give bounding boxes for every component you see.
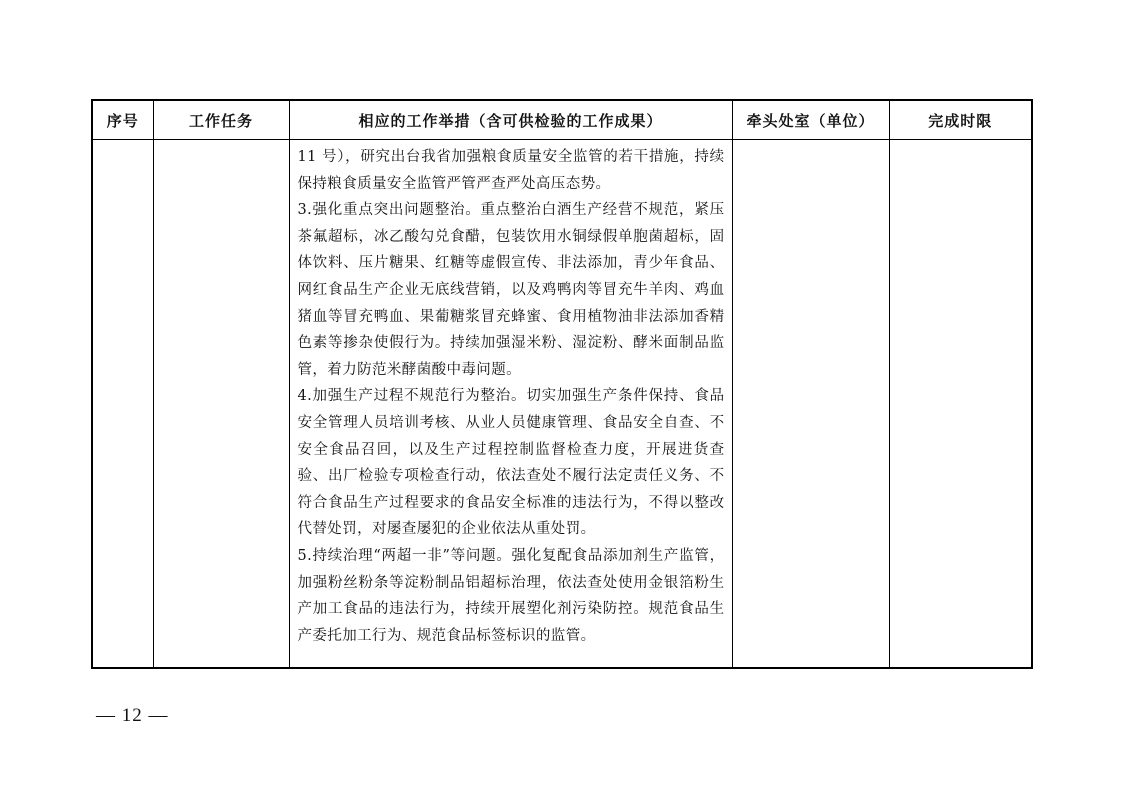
table-header-row [92,100,1032,140]
cell-seq [92,140,153,669]
cell-task [153,140,289,669]
cell-measures [289,140,732,669]
cell-lead-dept [732,140,889,669]
measures-text [290,140,732,649]
header-lead-dept: 牵头处室（单位） [732,100,889,140]
header-seq: 序号 [92,100,153,140]
header-deadline: 完成时限 [889,100,1032,140]
header-task: 工作任务 [153,100,289,140]
page-number: — 12 — [96,705,169,726]
measure-paragraph: 5.持续治理“两超一非”等问题。强化复配食品添加剂生产监管，加强粉丝粉条等淀粉制品铝超标治理，依法查处使用金银箔粉生产加工食品的违法行为，持续开展塑化剂污染防控。规范食品生产委托加工行为、规范食品标签标识的监管。 [297,547,725,644]
measure-paragraph: 4.加强生产过程不规范行为整治。切实加强生产条件保持、食品安全管理人员培训考核、从业人员健康管理、食品安全自查、不安全食品召回，以及生产过程控制监督检查力度，开展进货查验、出厂检验专项检查行动，依法查处不履行法定责任义务、不符合食品生产过程要求的食品安全标准的违法行为，不得以整改代替处罚，对屡查屡犯的企业依法从重处罚。 [297,388,725,538]
cell-deadline [889,140,1032,669]
task-table [91,99,1033,669]
table-row [92,140,1032,669]
measure-paragraph: 11 号），研究出台我省加强粮食质量安全监管的若干措施，持续保持粮食质量安全监管严管严查严处高压态势。 [297,149,725,192]
measure-paragraph: 3.强化重点突出问题整治。重点整治白酒生产经营不规范，紧压茶氟超标，冰乙酸勾兑食醋，包装饮用水铜绿假单胞菌超标，固体饮料、压片糖果、红糖等虚假宣传、非法添加，青少年食品、网红食品生产企业无底线营销，以及鸡鸭肉等冒充牛羊肉、鸡血猪血等冒充鸭血、果葡糖浆冒充蜂蜜、食用植物油非法添加香精色素等掺杂使假行为。持续加强湿米粉、湿淀粉、酵米面制品监管，着力防范米酵菌酸中毒问题。 [297,202,725,378]
header-measures: 相应的工作举措（含可供检验的工作成果） [289,100,732,140]
